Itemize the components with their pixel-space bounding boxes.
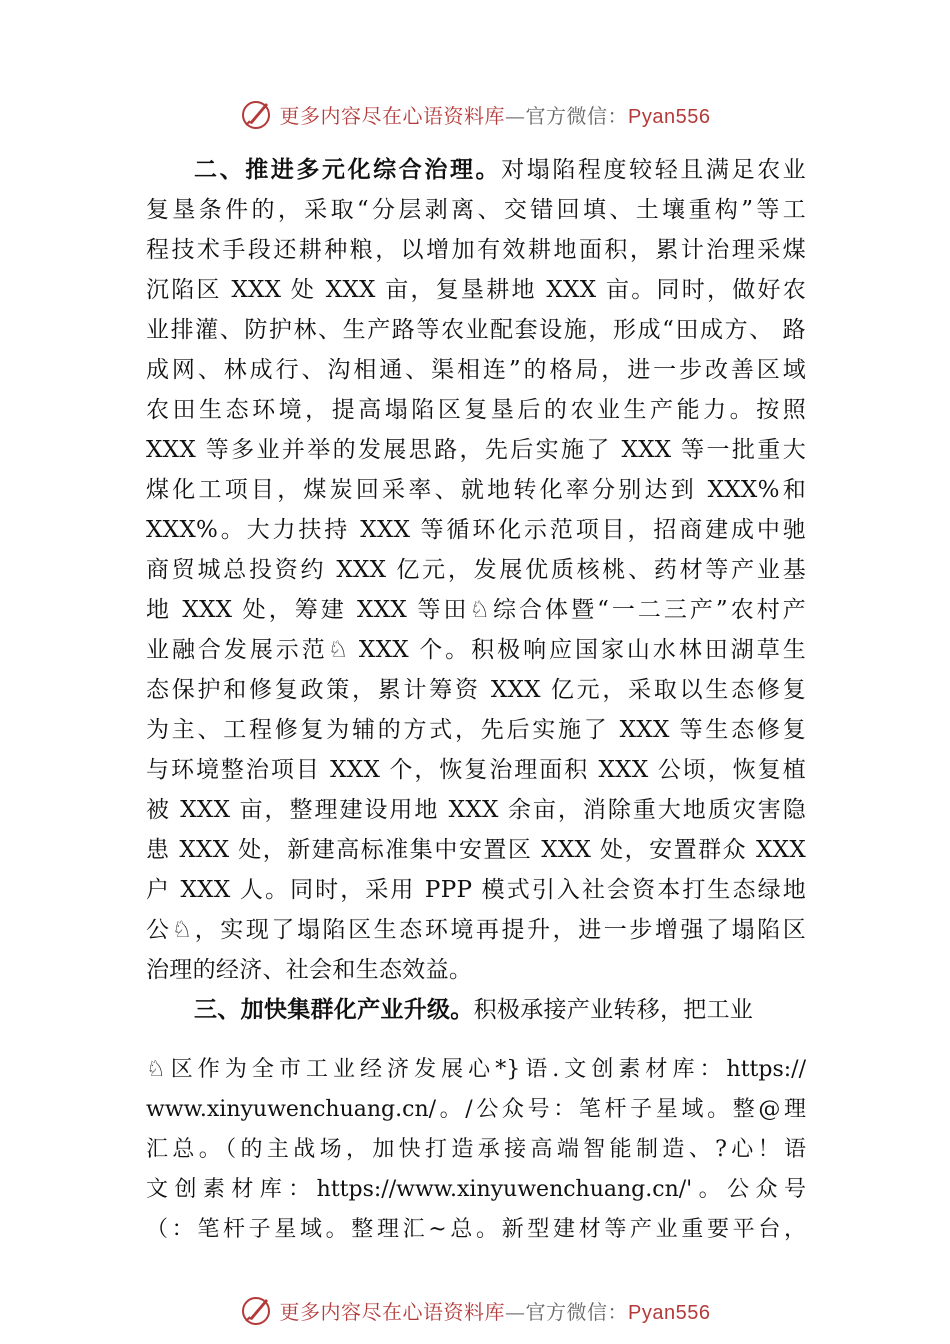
footer-watermark bbox=[0, 1290, 950, 1330]
para2-body bbox=[146, 1050, 806, 1250]
para1-line: 态保护和修复政策，累计筹资 XXX 亿元，采取以生态修复 bbox=[146, 677, 806, 703]
banner-brand-text: 更多内容尽在心语资料库 bbox=[279, 103, 506, 128]
header-watermark bbox=[0, 94, 950, 134]
banner-wechat-id: Pyan556 bbox=[628, 1301, 711, 1324]
document-body bbox=[146, 150, 806, 1030]
para1-line: 成网、林成行、沟相通、渠相连”的格局，进一步改善区域 bbox=[146, 357, 806, 383]
para1-line: 商贸城总投资约 XXX 亿元，发展优质核桃、药材等产业基 bbox=[146, 557, 806, 583]
para1-heading: 二、推进多元化综合治理。 bbox=[194, 157, 502, 183]
para1-line: 业融合发展示范♘ XXX 个。积极响应国家山水林田湖草生 bbox=[146, 637, 806, 663]
para1-line: 为主、工程修复为辅的方式，先后实施了 XXX 等生态修复 bbox=[146, 717, 806, 743]
banner-dash: — bbox=[505, 103, 526, 128]
para1-line: 复垦条件的，采取“分层剥离、交错回填、土壤重构”等工 bbox=[146, 197, 806, 223]
para2-line: 汇总。（的主战场，加快打造承接高端智能制造、?心！语 bbox=[146, 1137, 806, 1162]
para1-last-line: 治理的经济、社会和生态效益。 bbox=[146, 957, 473, 983]
para1-line: XXX%。大力扶持 XXX 等循环化示范项目，招商建成中驰 bbox=[146, 517, 806, 543]
para2-first-line: 三、加快集群化产业升级。积极承接产业转移，把工业 bbox=[194, 997, 754, 1023]
banner-dash: — bbox=[505, 1299, 526, 1324]
para2-line: 文创素材库：https://www.xinyuwenchuang.cn/'。公众号 bbox=[146, 1177, 806, 1202]
para2-line: www.xinyuwenchuang.cn/。/公众号：笔杆子星域。整@理 bbox=[146, 1097, 806, 1122]
para1-line: XXX 等多业并举的发展思路，先后实施了 XXX 等一批重大 bbox=[146, 437, 806, 463]
para2-heading: 三、加快集群化产业升级。 bbox=[194, 997, 474, 1023]
para1-line: 与环境整治项目 XXX 个，恢复治理面积 XXX 公顷，恢复植 bbox=[146, 757, 806, 783]
para2-line: ♘区作为全市工业经济发展心*}语.文创素材库：https:// bbox=[146, 1057, 806, 1082]
quill-pen-logo-icon bbox=[240, 1293, 274, 1327]
banner-wechat-id: Pyan556 bbox=[628, 105, 711, 128]
banner-wechat-label: 官方微信： bbox=[525, 1299, 629, 1324]
para1-line: 煤化工项目，煤炭回采率、就地转化率分别达到 XXX%和 bbox=[146, 477, 806, 503]
para1-line: 农田生态环境，提高塌陷区复垦后的农业生产能力。按照 bbox=[146, 397, 806, 423]
para1-line: 户 XXX 人。同时，采用 PPP 模式引入社会资本打生态绿地 bbox=[146, 877, 806, 903]
para1-line: 程技术手段还耕种粮，以增加有效耕地面积，累计治理采煤 bbox=[146, 237, 806, 263]
para1-line: 沉陷区 XXX 处 XXX 亩，复垦耕地 XXX 亩。同时，做好农 bbox=[146, 277, 806, 303]
para2-line: （：笔杆子星域。整理汇~总。新型建材等产业重要平台， bbox=[146, 1217, 806, 1242]
para1-first-line: 二、推进多元化综合治理。对塌陷程度较轻且满足农业 bbox=[194, 157, 806, 183]
para1-line: 患 XXX 处，新建高标准集中安置区 XXX 处，安置群众 XXX bbox=[146, 837, 806, 863]
para1-line: 业排灌、防护林、生产路等农业配套设施，形成“田成方、 路 bbox=[146, 317, 806, 343]
banner-brand-text: 更多内容尽在心语资料库 bbox=[279, 1299, 506, 1324]
quill-pen-logo-icon bbox=[240, 97, 274, 131]
para1-line: 公♘，实现了塌陷区生态环境再提升，进一步增强了塌陷区 bbox=[146, 917, 806, 943]
para1-line: 地 XXX 处，筹建 XXX 等田♘综合体暨“一二三产”农村产 bbox=[146, 597, 806, 623]
para1-line: 被 XXX 亩，整理建设用地 XXX 余亩，消除重大地质灾害隐 bbox=[146, 797, 806, 823]
banner-wechat-label: 官方微信： bbox=[525, 103, 629, 128]
